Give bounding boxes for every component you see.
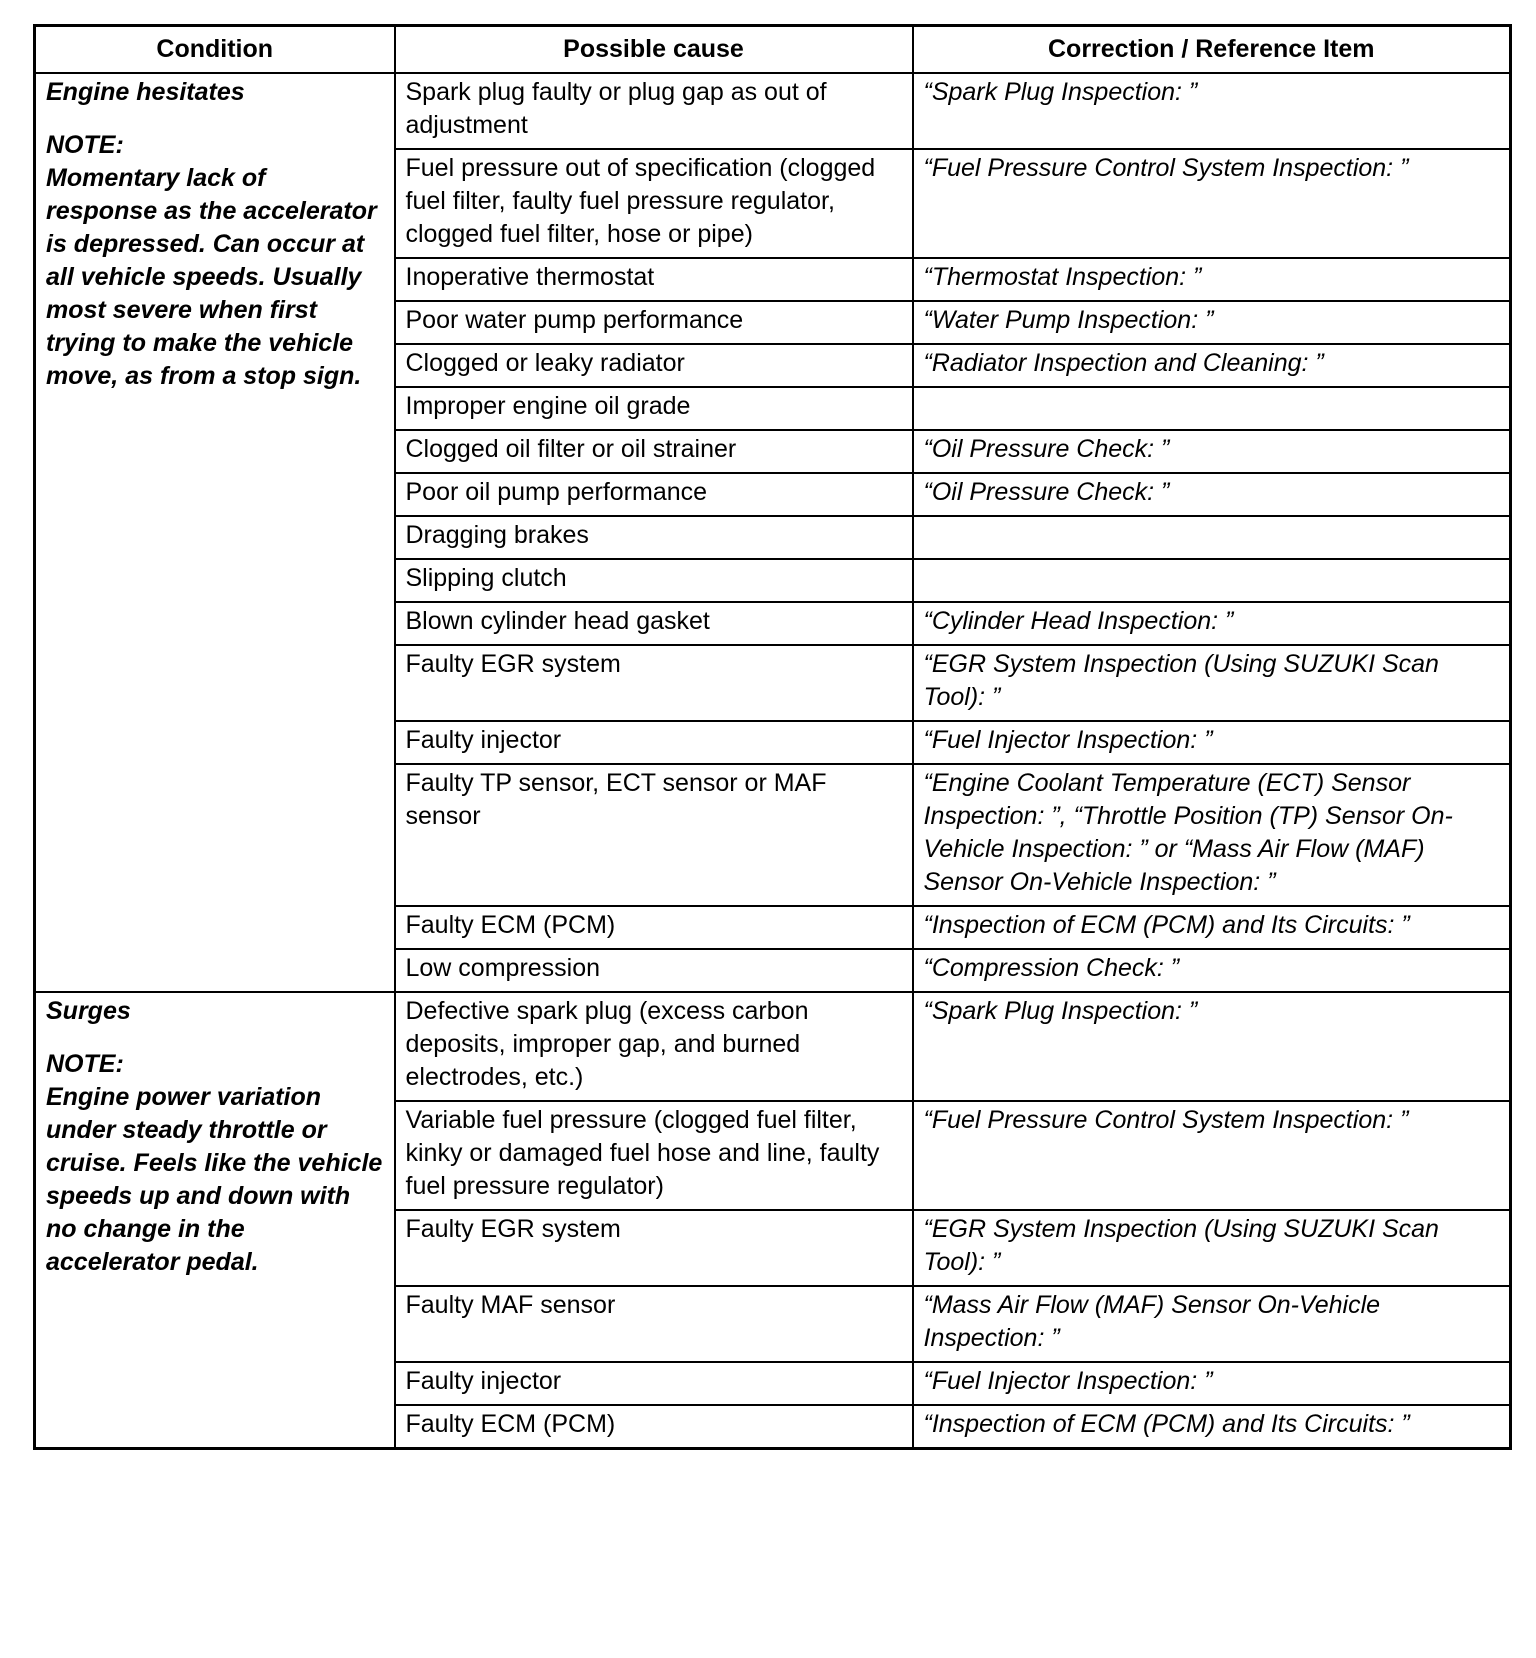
- correction-reference-cell: “Fuel Pressure Control System Inspection: ”: [913, 149, 1511, 258]
- possible-cause-cell: Faulty TP sensor, ECT sensor or MAF sensor: [395, 764, 913, 906]
- condition-title: Surges: [46, 997, 131, 1025]
- correction-reference-cell: “Radiator Inspection and Cleaning: ”: [913, 344, 1511, 387]
- note-text: Momentary lack of response as the accelerator is depressed. Can occur at all vehicle speeds. Usually most severe when first trying to make the vehicle move, as from a stop sign.: [46, 164, 377, 390]
- possible-cause-cell: Fuel pressure out of specification (clogged fuel filter, faulty fuel pressure regulator, clogged fuel filter, hose or pipe): [395, 149, 913, 258]
- possible-cause-cell: Poor oil pump performance: [395, 473, 913, 516]
- possible-cause-cell: Dragging brakes: [395, 516, 913, 559]
- correction-reference-cell: “Fuel Pressure Control System Inspection: ”: [913, 1101, 1511, 1210]
- possible-cause-cell: Low compression: [395, 949, 913, 992]
- possible-cause-cell: Faulty injector: [395, 1362, 913, 1405]
- correction-reference-cell: “Thermostat Inspection: ”: [913, 258, 1511, 301]
- correction-reference-cell: “Spark Plug Inspection: ”: [913, 73, 1511, 149]
- possible-cause-cell: Poor water pump performance: [395, 301, 913, 344]
- possible-cause-cell: Faulty EGR system: [395, 645, 913, 721]
- correction-reference-cell: “Mass Air Flow (MAF) Sensor On-Vehicle Inspection: ”: [913, 1286, 1511, 1362]
- condition-cell: [35, 992, 395, 1449]
- possible-cause-cell: Faulty injector: [395, 721, 913, 764]
- possible-cause-cell: Improper engine oil grade: [395, 387, 913, 430]
- correction-reference-cell: “Compression Check: ”: [913, 949, 1511, 992]
- correction-reference-cell: “Inspection of ECM (PCM) and Its Circuits: ”: [913, 906, 1511, 949]
- correction-reference-cell: “Inspection of ECM (PCM) and Its Circuits: ”: [913, 1405, 1511, 1449]
- table-header: [35, 26, 1511, 74]
- table-body: [35, 73, 1511, 1449]
- table-row: [35, 73, 1511, 149]
- correction-reference-cell: [913, 387, 1511, 430]
- header-row: [35, 26, 1511, 74]
- header-possible-cause: Possible cause: [395, 26, 913, 74]
- table-row: [35, 992, 1511, 1101]
- correction-reference-cell: “Oil Pressure Check: ”: [913, 430, 1511, 473]
- possible-cause-cell: Clogged oil filter or oil strainer: [395, 430, 913, 473]
- note-label: NOTE:: [46, 131, 124, 159]
- correction-reference-cell: “Water Pump Inspection: ”: [913, 301, 1511, 344]
- correction-reference-cell: “EGR System Inspection (Using SUZUKI Scan Tool): ”: [913, 645, 1511, 721]
- possible-cause-cell: Faulty EGR system: [395, 1210, 913, 1286]
- possible-cause-cell: Blown cylinder head gasket: [395, 602, 913, 645]
- possible-cause-cell: Faulty MAF sensor: [395, 1286, 913, 1362]
- possible-cause-cell: Variable fuel pressure (clogged fuel filter, kinky or damaged fuel hose and line, faulty fuel pressure regulator): [395, 1101, 913, 1210]
- possible-cause-cell: Inoperative thermostat: [395, 258, 913, 301]
- header-condition: Condition: [35, 26, 395, 74]
- condition-title: Engine hesitates: [46, 78, 245, 106]
- correction-reference-cell: “Oil Pressure Check: ”: [913, 473, 1511, 516]
- correction-reference-cell: “Spark Plug Inspection: ”: [913, 992, 1511, 1101]
- possible-cause-cell: Spark plug faulty or plug gap as out of adjustment: [395, 73, 913, 149]
- note-label: NOTE:: [46, 1050, 124, 1078]
- correction-reference-cell: “Fuel Injector Inspection: ”: [913, 1362, 1511, 1405]
- possible-cause-cell: Slipping clutch: [395, 559, 913, 602]
- troubleshooting-table: [33, 24, 1512, 1450]
- correction-reference-cell: “Fuel Injector Inspection: ”: [913, 721, 1511, 764]
- condition-cell: [35, 73, 395, 992]
- correction-reference-cell: [913, 516, 1511, 559]
- header-correction: Correction / Reference Item: [913, 26, 1511, 74]
- correction-reference-cell: “Cylinder Head Inspection: ”: [913, 602, 1511, 645]
- correction-reference-cell: “EGR System Inspection (Using SUZUKI Scan Tool): ”: [913, 1210, 1511, 1286]
- correction-reference-cell: “Engine Coolant Temperature (ECT) Sensor Inspection: ”, “Throttle Position (TP) Sensor On-Vehicle Inspection: ” or “Mass Air Flow (MAF) Sensor On-Vehicle Inspection: ”: [913, 764, 1511, 906]
- possible-cause-cell: Defective spark plug (excess carbon deposits, improper gap, and burned electrodes, etc.): [395, 992, 913, 1101]
- possible-cause-cell: Clogged or leaky radiator: [395, 344, 913, 387]
- possible-cause-cell: Faulty ECM (PCM): [395, 906, 913, 949]
- correction-reference-cell: [913, 559, 1511, 602]
- possible-cause-cell: Faulty ECM (PCM): [395, 1405, 913, 1449]
- note-text: Engine power variation under steady throttle or cruise. Feels like the vehicle speeds up and down with no change in the accelerator pedal.: [46, 1083, 383, 1276]
